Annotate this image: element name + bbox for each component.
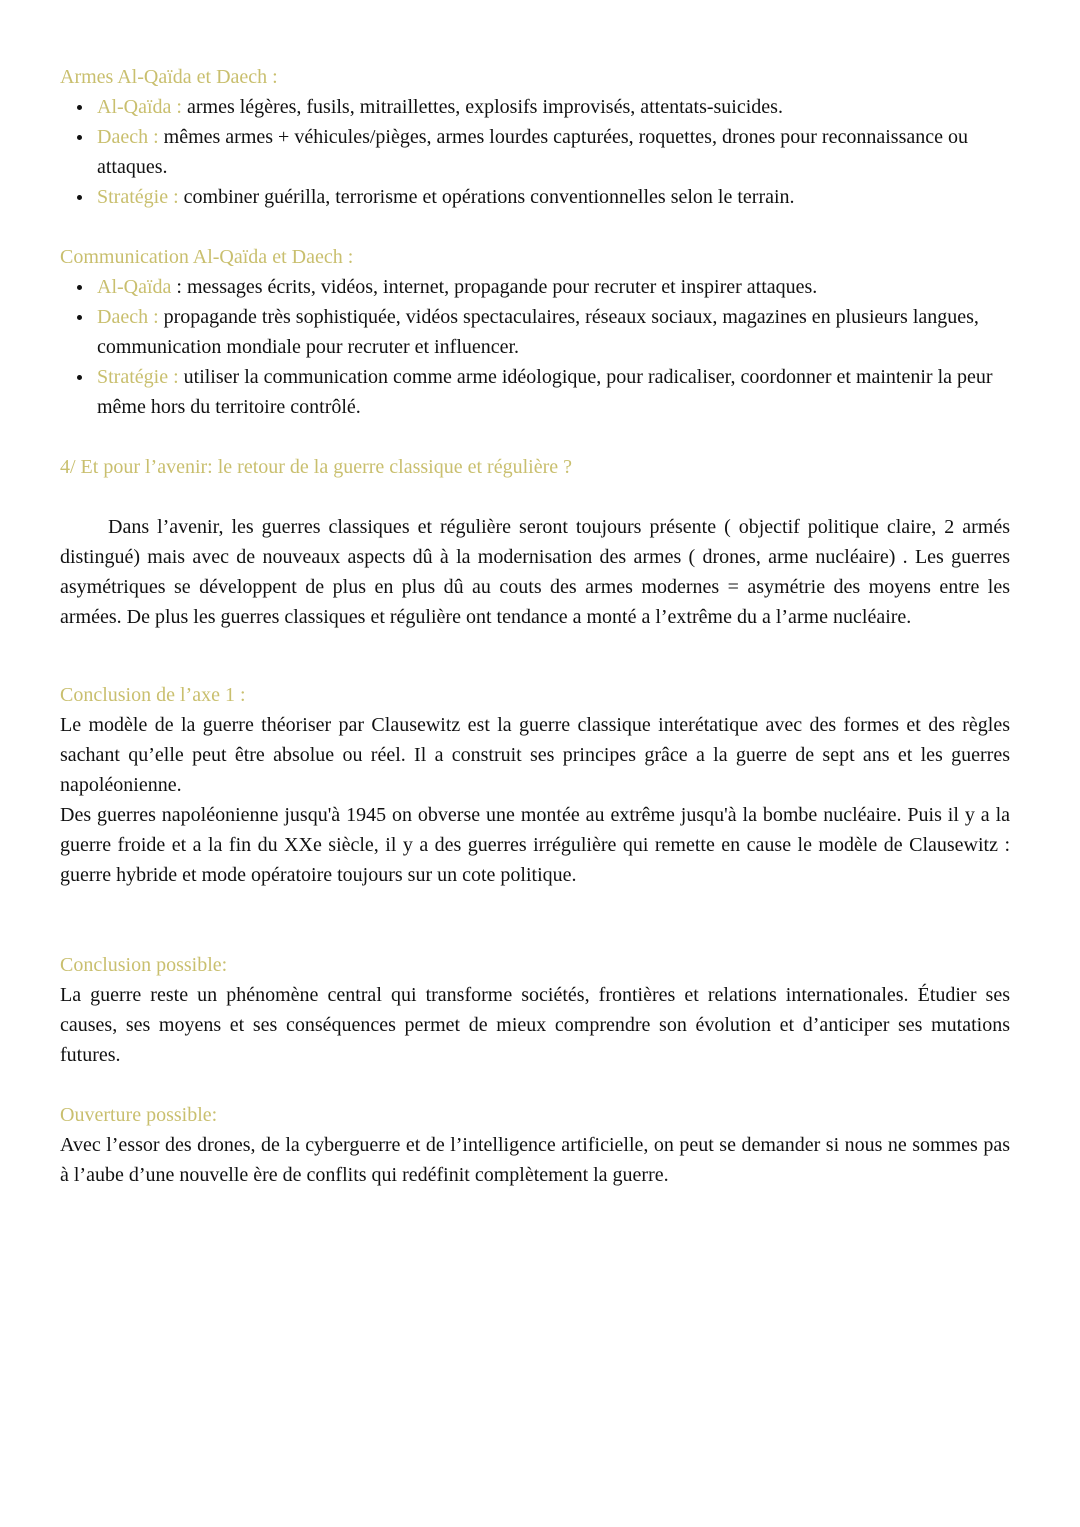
list-item-label: Daech : — [97, 306, 159, 328]
list-item-text: armes légères, fusils, mitraillettes, explosifs improvisés, attentats-suicides. — [181, 96, 783, 118]
list-item-label: Daech : — [97, 126, 159, 148]
section-ouverture — [60, 1100, 1010, 1190]
paragraph-ouverture: Avec l’essor des drones, de la cyberguerre et de l’intelligence artificielle, on peut se demander si nous ne sommes pas à l’aube d’une nouvelle ère de conflits qui redéfinit complètement la guerre. — [60, 1134, 1010, 1186]
list-item — [60, 362, 1010, 422]
section-conclusion-possible — [60, 950, 1010, 1070]
section-weapons — [60, 62, 1010, 212]
list-item-text: : messages écrits, vidéos, internet, propagande pour recruter et inspirer attaques. — [171, 276, 818, 298]
spacer — [60, 890, 1010, 950]
section-future — [60, 452, 1010, 632]
list-item — [60, 302, 1010, 362]
spacer — [60, 1070, 1010, 1100]
paragraph-conclusion-axe-2: Des guerres napoléonienne jusqu'à 1945 on obverse une montée au extrême jusqu'à la bombe nucléaire. Puis il y a la guerre froide et a la fin du XXe siècle, il y a des guerres irrégulière qui remette en cause le modèle de Clausewitz : guerre hybride et mode opératoire toujours sur un cote politique. — [60, 804, 1010, 886]
section-heading-weapons: Armes Al-Qaïda et Daech : — [60, 66, 278, 88]
list-item-text: propagande très sophistiquée, vidéos spectaculaires, réseaux sociaux, magazines en plusieurs langues, communication mondiale pour recruter et influencer. — [97, 306, 979, 358]
communication-list — [60, 272, 1010, 422]
list-item-label: Al-Qaïda : — [97, 96, 182, 118]
spacer — [60, 632, 1010, 680]
spacer — [60, 212, 1010, 242]
list-item-text: combiner guérilla, terrorisme et opérations conventionnelles selon le terrain. — [178, 186, 795, 208]
list-item — [60, 92, 1010, 122]
list-item-text: mêmes armes + véhicules/pièges, armes lourdes capturées, roquettes, drones pour reconnaissance ou attaques. — [97, 126, 968, 178]
paragraph-future: Dans l’avenir, les guerres classiques et régulière seront toujours présente ( objectif politique claire, 2 armés distingué) mais avec de nouveaux aspects dû à la modernisation des armes ( drones, arme nucléaire) . Les guerres asymétriques se développent de plus en plus dû au couts des armes modernes = asymétrie des moyens entre les armées. De plus les guerres classiques et régulière ont tendance a monté a l’extrême du a l’arme nucléaire. — [60, 516, 1010, 628]
section-conclusion-axe — [60, 680, 1010, 890]
section-communication — [60, 242, 1010, 422]
weapons-list — [60, 92, 1010, 212]
document-page — [60, 62, 1010, 1190]
section-heading-communication: Communication Al-Qaïda et Daech : — [60, 246, 354, 268]
list-item-label: Al-Qaïda — [97, 276, 172, 298]
spacer — [60, 422, 1010, 452]
paragraph-conclusion-axe-1: Le modèle de la guerre théoriser par Clausewitz est la guerre classique interétatique avec des formes et des règles sachant qu’elle peut être absolue ou réel. Il a construit ses principes grâce a la guerre de sept ans et les guerres napoléonienne. — [60, 714, 1010, 796]
paragraph-conclusion-possible: La guerre reste un phénomène central qui transforme sociétés, frontières et relations internationales. Étudier ses causes, ses moyens et ses conséquences permet de mieux comprendre son évolution et d’anticiper ses mutations futures. — [60, 984, 1010, 1066]
spacer — [60, 482, 1010, 512]
list-item — [60, 122, 1010, 182]
list-item — [60, 272, 1010, 302]
list-item — [60, 182, 1010, 212]
section-heading-conclusion-possible: Conclusion possible: — [60, 954, 228, 976]
list-item-label: Stratégie : — [97, 186, 179, 208]
list-item-label: Stratégie : — [97, 366, 179, 388]
list-item-text: utiliser la communication comme arme idéologique, pour radicaliser, coordonner et maintenir la peur même hors du territoire contrôlé. — [97, 366, 993, 418]
section-heading-conclusion-axe: Conclusion de l’axe 1 : — [60, 684, 246, 706]
section-heading-future: 4/ Et pour l’avenir: le retour de la guerre classique et régulière ? — [60, 456, 572, 478]
section-heading-ouverture: Ouverture possible: — [60, 1104, 218, 1126]
